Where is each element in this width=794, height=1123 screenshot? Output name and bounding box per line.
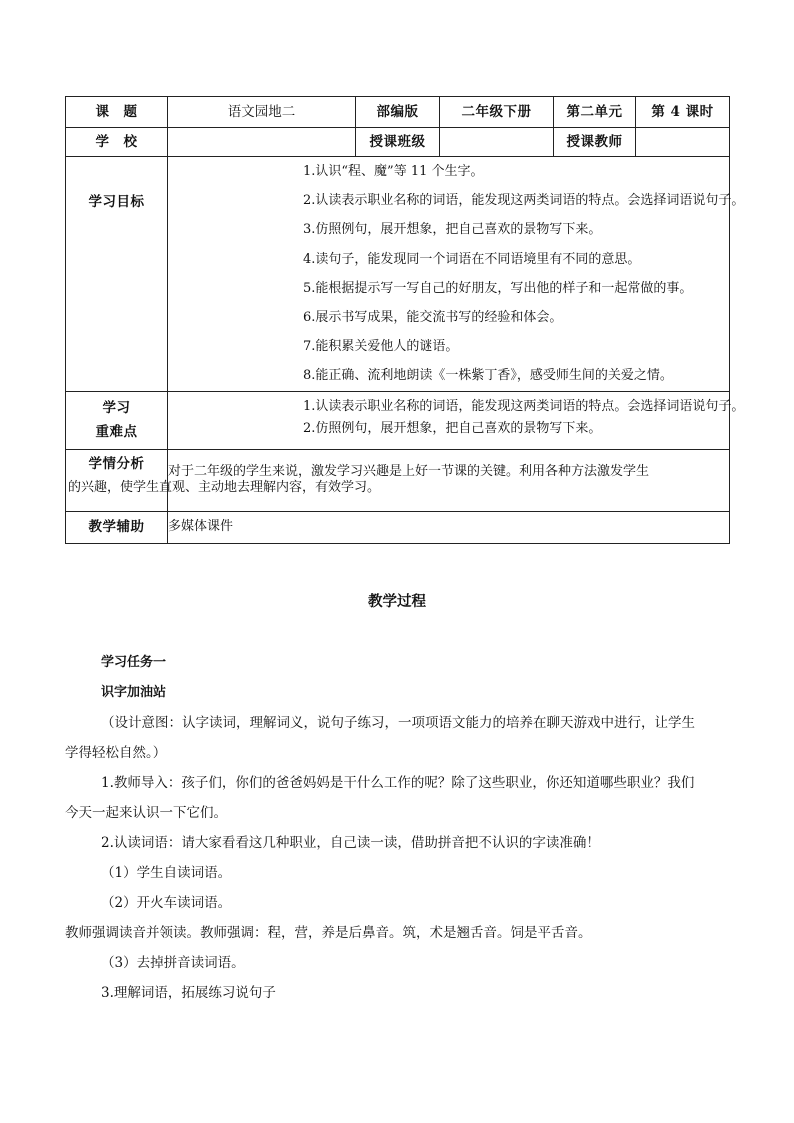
goals-cell (168, 157, 745, 392)
school-value (168, 128, 356, 157)
process-title: 教学过程 (368, 593, 426, 610)
goal-item: 6.展示书写成果，能交流书写的经验和体会。 (303, 309, 563, 325)
step-1-line2: 今天一起来认识一下它们。 (65, 805, 227, 821)
step-2: 2.认读词语：请大家看看这几种职业，自己读一读，借助拼音把不认识的字读准确！ (101, 835, 600, 851)
step-3: 3.理解词语，拓展练习说句子 (101, 985, 276, 1001)
process-body (65, 648, 729, 1008)
station-heading: 识字加油站 (101, 685, 167, 700)
teacher-emphasis: 教师强调读音并领读。教师强调：程，营，养是后鼻音。筑，术是翘舌音。饲是平舌音。 (65, 925, 592, 941)
table-row-goals (66, 157, 730, 392)
class-value (440, 128, 554, 157)
aid-value: 多媒体课件 (168, 511, 730, 543)
goal-item: 4.读句子，能发现同一个词语在不同语境里有不同的意思。 (303, 251, 641, 267)
label-analysis: 学情分析 (66, 449, 168, 511)
table-row-analysis (66, 449, 730, 511)
key-point-item: 1.认读表示职业名称的词语，能发现这两类词语的特点。会选择词语说句子。 (303, 398, 745, 414)
teacher-value (636, 128, 730, 157)
design-intent-line2: 学得轻松自然。） (65, 745, 167, 761)
table-row-aid (66, 511, 730, 543)
table-row-title (66, 97, 730, 128)
label-key-points-line2: 重难点 (95, 424, 138, 440)
label-aid: 教学辅助 (66, 511, 168, 543)
goal-item: 8.能正确、流利地朗读《一株紫丁香》，感受师生间的关爱之情。 (303, 368, 673, 384)
analysis-line1: 对于二年级的学生来说，激发学习兴趣是上好一节课的关键。利用各种方法激发学生 (168, 464, 650, 480)
label-key-points (66, 391, 168, 449)
sub-step-1: （1）学生自读词语。 (101, 865, 232, 881)
design-intent-line1: （设计意图：认字读词，理解词义，说句子练习，一项项语文能力的培养在聊天游戏中进行，让学生 (101, 715, 695, 731)
lesson-title: 语文园地二 (168, 97, 356, 128)
label-teacher: 授课教师 (554, 128, 636, 157)
analysis-line2: 的兴趣，使学生直观、主动地去理解内容，有效学习。 (68, 480, 381, 495)
design-intent (65, 708, 729, 768)
lesson-info-table (65, 96, 745, 544)
label-school: 学 校 (66, 128, 168, 157)
table-row-key-points (66, 391, 730, 449)
goal-item: 2.认读表示职业名称的词语，能发现这两类词语的特点。会选择词语说句子。 (303, 193, 745, 209)
task-heading: 学习任务一 (101, 655, 167, 670)
goal-item: 5.能根据提示写一写自己的好朋友，写出他的样子和一起常做的事。 (303, 280, 693, 296)
sub-step-3: （3）去掉拼音读词语。 (101, 955, 245, 971)
key-points-cell (168, 391, 745, 449)
period: 第 4 课时 (636, 97, 730, 128)
edition: 部编版 (356, 97, 440, 128)
label-class: 授课班级 (356, 128, 440, 157)
table-row-school (66, 128, 730, 157)
sub-step-2: （2）开火车读词语。 (101, 895, 232, 911)
step-1 (65, 768, 729, 828)
label-topic: 课 题 (66, 97, 168, 128)
goal-item: 3.仿照例句，展开想象，把自己喜欢的景物写下来。 (303, 222, 602, 238)
step-1-line1: 1.教师导入：孩子们，你们的爸爸妈妈是干什么工作的呢？除了这些职业，你还知道哪些职业？我们 (101, 775, 695, 791)
key-point-item: 2.仿照例句，展开想象，把自己喜欢的景物写下来。 (303, 420, 602, 436)
goal-item: 1.认识“程、魔”等 11 个生字。 (303, 164, 484, 179)
grade: 二年级下册 (440, 97, 554, 128)
label-key-points-line1: 学习 (102, 400, 131, 416)
unit: 第二单元 (554, 97, 636, 128)
label-goals: 学习目标 (66, 157, 168, 392)
goal-item: 7.能积累关爱他人的谜语。 (303, 339, 459, 355)
